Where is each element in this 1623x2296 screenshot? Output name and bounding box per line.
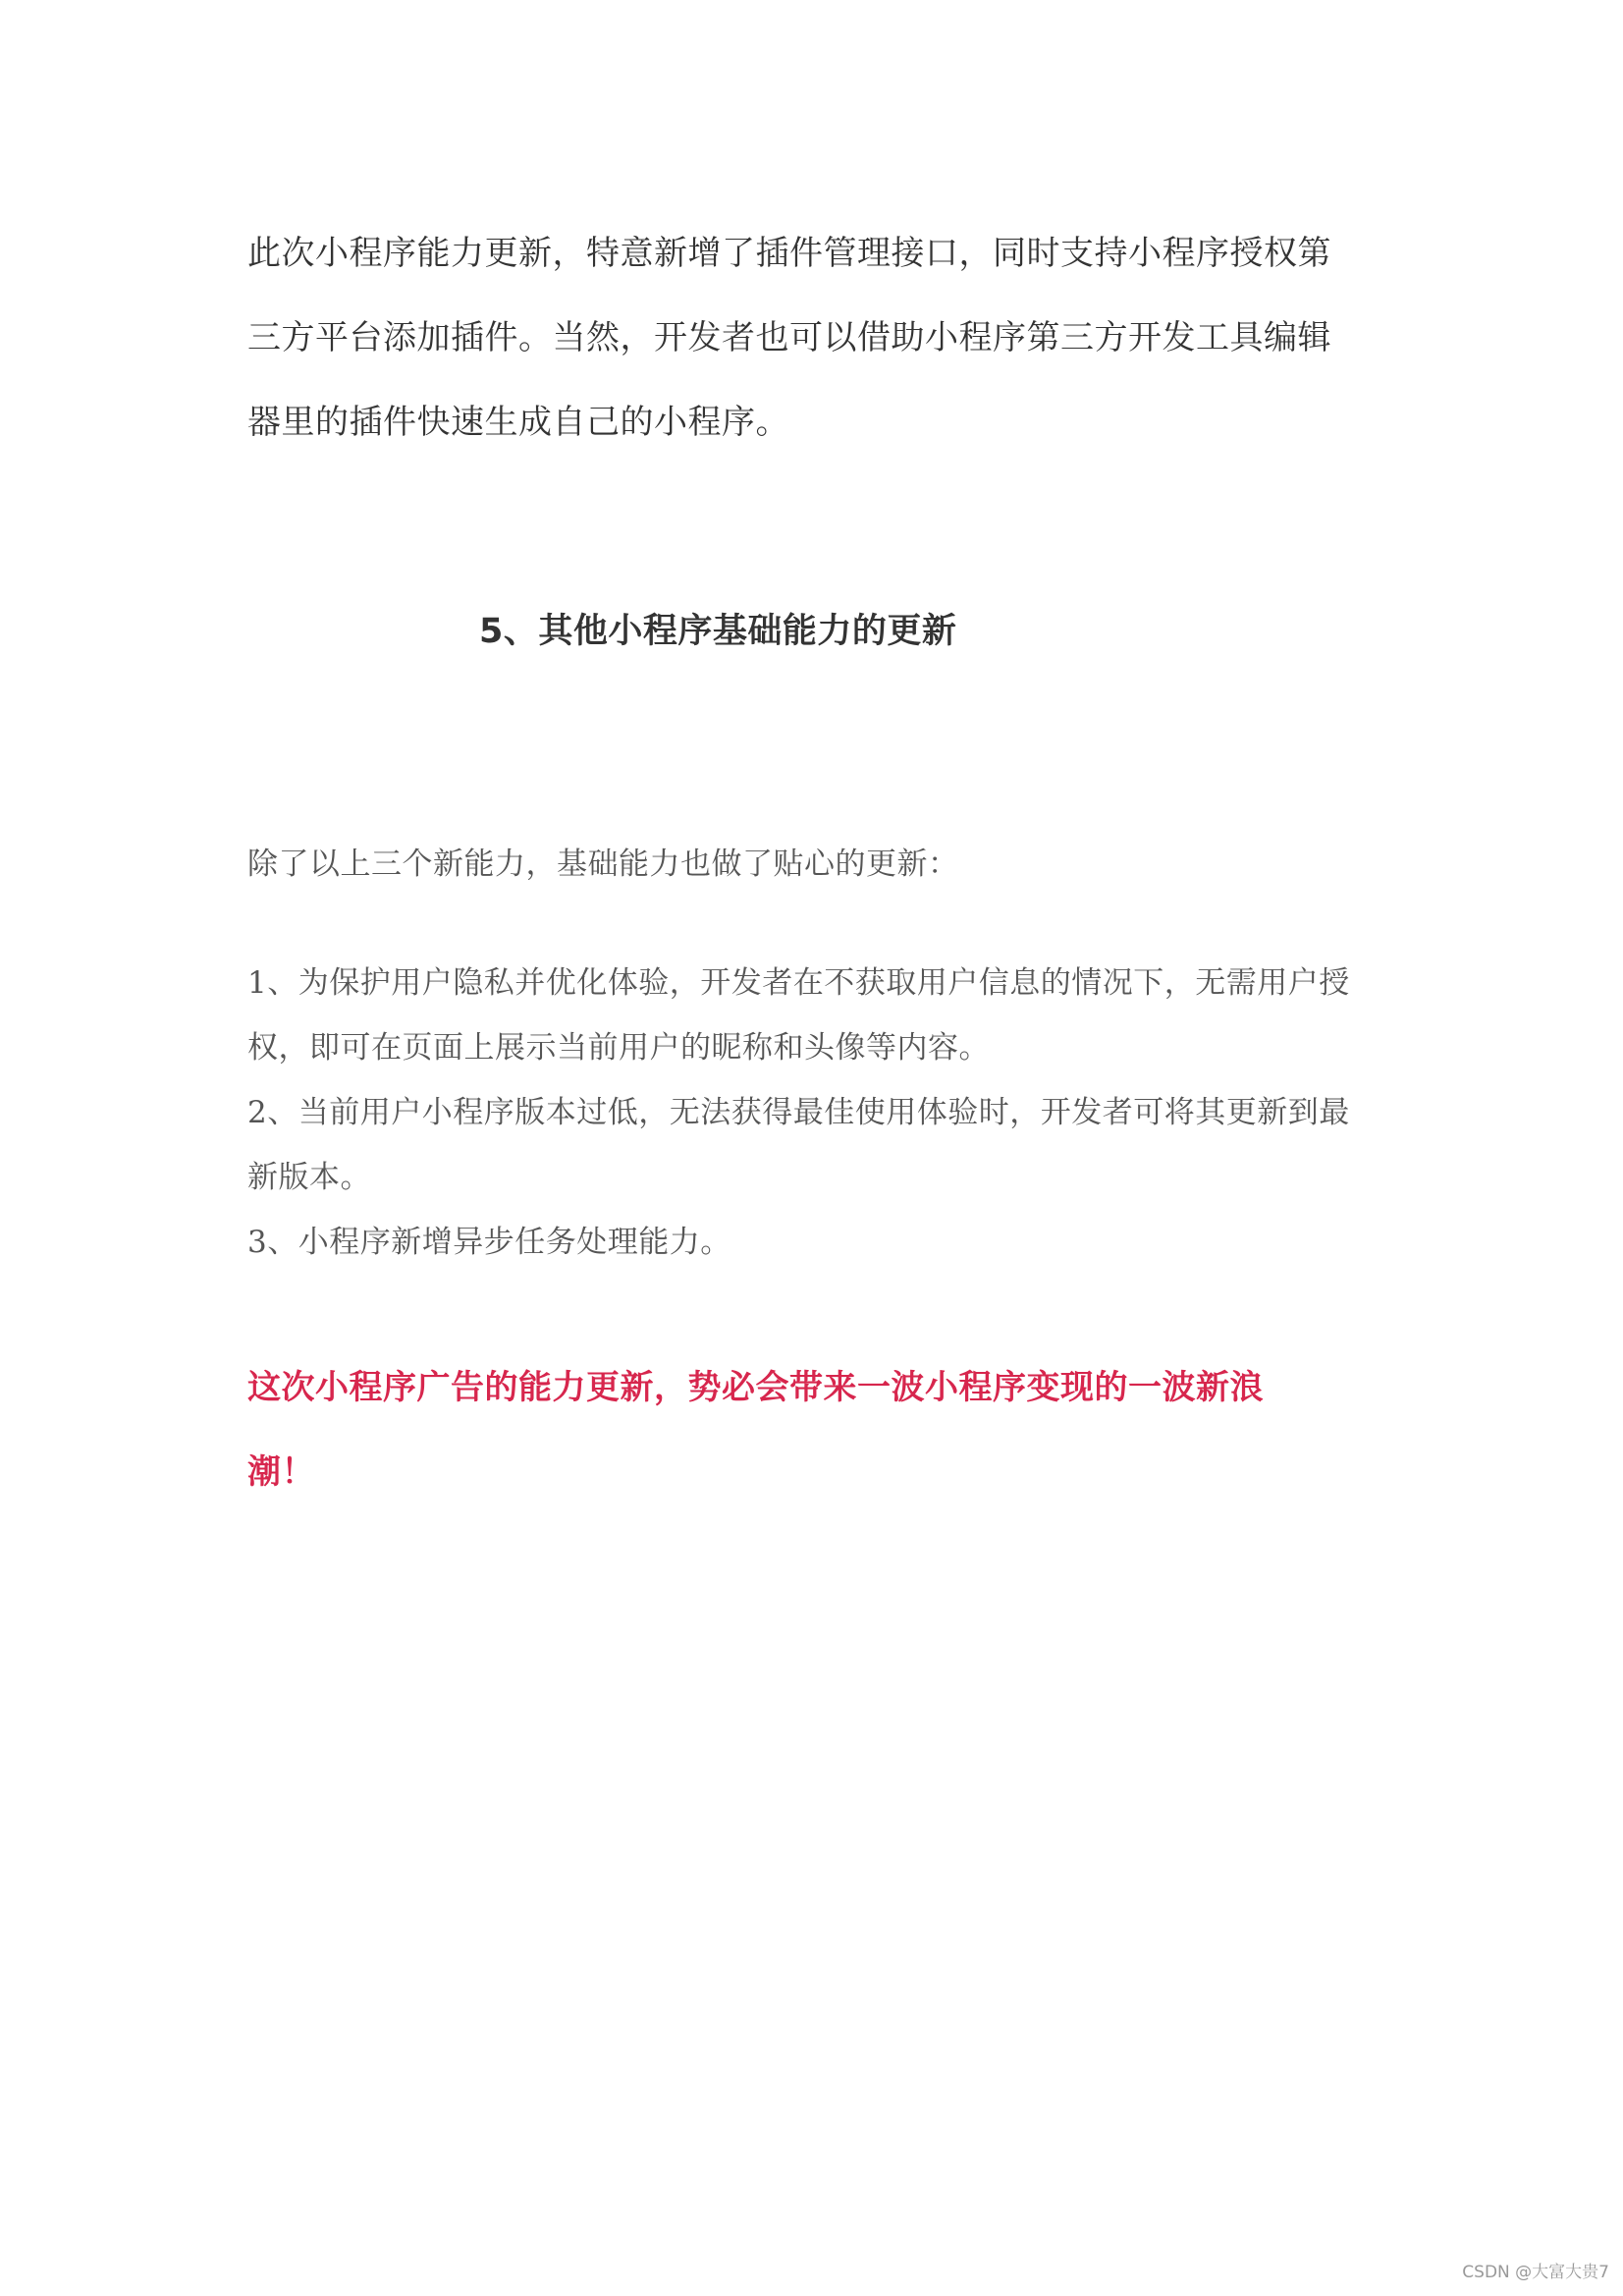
list-item: 2、当前用户小程序版本过低，无法获得最佳使用体验时，开发者可将其更新到最 新版本。 bbox=[247, 1095, 1350, 1195]
intro-paragraph: 除了以上三个新能力，基础能力也做了贴心的更新： bbox=[247, 847, 959, 882]
section-heading: 5、其他小程序基础能力的更新 bbox=[479, 612, 957, 651]
watermark: CSDN @大富大贵7 bbox=[1462, 2263, 1609, 2282]
list-item: 1、为保护用户隐私并优化体验，开发者在不获取用户信息的情况下，无需用户授 权，即可在页面上展示当前用户的昵称和头像等内容。 bbox=[247, 965, 1350, 1066]
list-item: 3、小程序新增异步任务处理能力。 bbox=[247, 1225, 731, 1260]
closing-highlight: 这次小程序广告的能力更新，势必会带来一波小程序变现的一波新浪 潮！ bbox=[247, 1368, 1264, 1492]
paragraph-plugin-management: 此次小程序能力更新，特意新增了插件管理接口，同时支持小程序授权第 三方平台添加插件。当然，开发者也可以借助小程序第三方开发工具编辑 器里的插件快速生成自己的小程序。 bbox=[247, 234, 1331, 442]
update-list bbox=[247, 951, 1377, 1275]
